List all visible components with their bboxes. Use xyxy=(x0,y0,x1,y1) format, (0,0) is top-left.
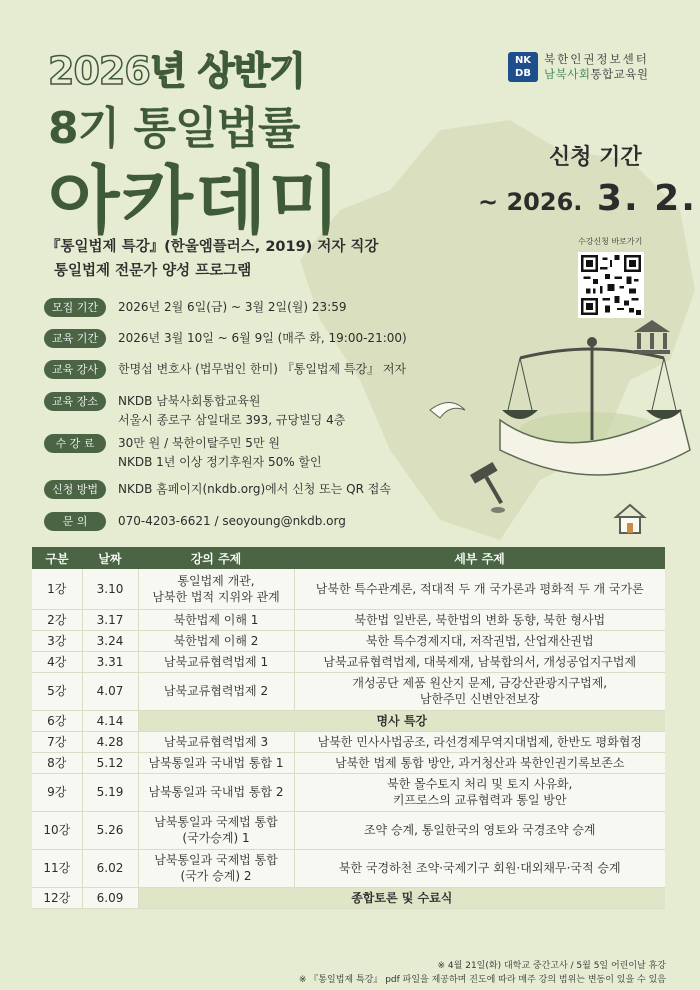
coin-icon xyxy=(491,507,505,513)
special-session-cell: 명사 특강 xyxy=(138,710,665,731)
detail-cell: 북한 특수경제지대, 저작권법, 산업재산권법 xyxy=(294,630,665,651)
detail-cell: 북한 몰수토지 처리 및 토지 사유화, 키프로스의 교류협력과 통일 방안 xyxy=(294,773,665,811)
topic-cell: 북한법제 이해 2 xyxy=(138,630,294,651)
schedule-row xyxy=(32,630,665,651)
house-icon xyxy=(616,505,644,533)
info-value-line: 2026년 3월 10일 ~ 6월 9일 (매주 화, 19:00-21:00) xyxy=(118,331,407,345)
schedule-row xyxy=(32,731,665,752)
topic-cell: 남북통일과 국제법 통합 (국가승계) 1 xyxy=(138,811,294,849)
special-session-cell: 종합토론 및 수료식 xyxy=(138,887,665,908)
date-cell: 3.10 xyxy=(82,569,138,609)
info-value xyxy=(118,392,345,430)
schedule-row xyxy=(32,569,665,609)
session-cell: 2강 xyxy=(32,609,82,630)
info-value-line: NKDB 1년 이상 정기후원자 50% 할인 xyxy=(118,455,322,469)
date-cell: 4.28 xyxy=(82,731,138,752)
info-row xyxy=(44,392,345,430)
dove-icon xyxy=(430,403,465,419)
session-cell: 6강 xyxy=(32,710,82,731)
schedule-row xyxy=(32,773,665,811)
logo-institute-name: 남북사회통합교육원 xyxy=(544,67,649,81)
header-topic: 강의 주제 xyxy=(138,547,294,569)
subtitle-program-line: 통일법제 전문가 양성 프로그램 xyxy=(54,263,252,279)
session-cell: 11강 xyxy=(32,849,82,887)
apply-deadline: ~ 2026. 3. 2. xyxy=(478,178,697,219)
qr-label: 수강신청 바로가기 xyxy=(578,237,643,246)
date-cell: 5.26 xyxy=(82,811,138,849)
info-row xyxy=(44,434,322,472)
schedule-row xyxy=(32,849,665,887)
info-value xyxy=(118,329,407,348)
info-label-pill: 문 의 xyxy=(44,512,106,531)
detail-cell: 남북한 특수관계론, 적대적 두 개 국가론과 평화적 두 개 국가론 xyxy=(294,569,665,609)
schedule-row xyxy=(32,651,665,672)
topic-cell: 남북교류협력법제 3 xyxy=(138,731,294,752)
schedule-row xyxy=(32,752,665,773)
date-cell: 3.17 xyxy=(82,609,138,630)
date-cell: 4.14 xyxy=(82,710,138,731)
nkdb-logo xyxy=(508,52,649,82)
schedule-header-row xyxy=(32,547,665,569)
subtitle-book-line: 『통일법제 특강』(한울엠플러스, 2019) 저자 직강 xyxy=(46,239,379,255)
topic-cell: 남북통일과 국내법 통합 1 xyxy=(138,752,294,773)
topic-cell: 통일법제 개관, 남북한 법적 지위와 관계 xyxy=(138,569,294,609)
session-cell: 3강 xyxy=(32,630,82,651)
info-row xyxy=(44,512,346,531)
info-value xyxy=(118,512,346,531)
detail-cell: 남북한 법제 통합 방안, 과거청산과 북한인권기록보존소 xyxy=(294,752,665,773)
session-cell: 7강 xyxy=(32,731,82,752)
info-value-line: 070-4203-6621 / seoyoung@nkdb.org xyxy=(118,514,346,528)
schedule-row xyxy=(32,811,665,849)
footnote-pdf-notice: ※ 『통일법제 특강』 pdf 파일을 제공하며 진도에 따라 매주 강의 범위는 변동이 있을 수 있음 xyxy=(298,975,666,985)
detail-cell: 북한 국경하천 조약·국제기구 회원·대외채무·국적 승계 xyxy=(294,849,665,887)
session-cell: 5강 xyxy=(32,672,82,710)
info-value-line: NKDB 남북사회통합교육원 xyxy=(118,394,261,408)
topic-cell: 남북통일과 국내법 통합 2 xyxy=(138,773,294,811)
topic-cell: 남북교류협력법제 2 xyxy=(138,672,294,710)
session-cell: 9강 xyxy=(32,773,82,811)
subtitle xyxy=(46,235,378,283)
topic-cell: 남북교류협력법제 1 xyxy=(138,651,294,672)
info-label-pill: 모집 기간 xyxy=(44,298,106,317)
session-cell: 4강 xyxy=(32,651,82,672)
detail-cell: 조약 승계, 통일한국의 영토와 국경조약 승계 xyxy=(294,811,665,849)
date-cell: 3.24 xyxy=(82,630,138,651)
info-row xyxy=(44,298,346,317)
topic-cell: 남북통일과 국제법 통합 (국가 승계) 2 xyxy=(138,849,294,887)
info-value-line: 30만 원 / 북한이탈주민 5만 원 xyxy=(118,436,280,450)
info-label-pill: 교육 기간 xyxy=(44,329,106,348)
info-row xyxy=(44,480,391,499)
detail-cell: 북한법 일반론, 북한법의 변화 동향, 북한 형사법 xyxy=(294,609,665,630)
date-cell: 4.07 xyxy=(82,672,138,710)
info-label-pill: 교육 강사 xyxy=(44,360,106,379)
session-cell: 10강 xyxy=(32,811,82,849)
date-cell: 5.19 xyxy=(82,773,138,811)
header-detail: 세부 주제 xyxy=(294,547,665,569)
session-cell: 8강 xyxy=(32,752,82,773)
header-session: 구분 xyxy=(32,547,82,569)
date-cell: 6.09 xyxy=(82,887,138,908)
title-program-line: 8기 통일법률 xyxy=(48,103,300,154)
header-date: 날짜 xyxy=(82,547,138,569)
info-value xyxy=(118,298,346,317)
topic-cell: 북한법제 이해 1 xyxy=(138,609,294,630)
footnote-holidays: ※ 4월 21일(화) 대학교 중간고사 / 5월 5일 어린이날 휴강 xyxy=(437,961,666,971)
info-label-pill: 교육 장소 xyxy=(44,392,106,411)
nkdb-logo-mark: NK DB xyxy=(508,52,538,82)
schedule-row xyxy=(32,672,665,710)
schedule-table xyxy=(32,547,665,909)
info-value-line: NKDB 홈페이지(nkdb.org)에서 신청 또는 QR 접속 xyxy=(118,482,391,496)
title-academy-line: 아카데미 xyxy=(48,158,342,244)
info-value xyxy=(118,480,391,499)
detail-cell: 개성공단 제품 원산지 문제, 금강산관광지구법제, 남한주민 신변안전보장 xyxy=(294,672,665,710)
date-cell: 6.02 xyxy=(82,849,138,887)
logo-org-name: 북한인권정보센터 xyxy=(544,52,649,66)
session-cell: 12강 xyxy=(32,887,82,908)
schedule-row xyxy=(32,710,665,731)
courthouse-icon xyxy=(634,320,670,354)
info-row xyxy=(44,360,406,379)
gavel-icon xyxy=(470,462,513,510)
info-row xyxy=(44,329,407,348)
schedule-row xyxy=(32,887,665,908)
detail-cell: 남북교류협력법제, 대북제재, 남북합의서, 개성공업지구법제 xyxy=(294,651,665,672)
info-value-line: 서울시 종로구 삼일대로 393, 규당빌딩 4층 xyxy=(118,413,346,427)
apply-period-label: 신청 기간 xyxy=(549,145,642,170)
title-year-line: 2026년 상반기 xyxy=(48,49,305,93)
date-cell: 3.31 xyxy=(82,651,138,672)
schedule-row xyxy=(32,609,665,630)
info-label-pill: 신청 방법 xyxy=(44,480,106,499)
date-cell: 5.12 xyxy=(82,752,138,773)
info-label-pill: 수 강 료 xyxy=(44,434,106,453)
info-value xyxy=(118,434,322,472)
scales-hand-illustration xyxy=(380,300,700,550)
info-value-line: 2026년 2월 6일(금) ~ 3월 2일(월) 23:59 xyxy=(118,300,347,314)
info-value xyxy=(118,360,406,379)
session-cell: 1강 xyxy=(32,569,82,609)
info-value-line: 한명섭 변호사 (법무법인 한미) 『통일법제 특강』 저자 xyxy=(118,362,407,376)
detail-cell: 남북한 민사사법공조, 라선경제무역지대법제, 한반도 평화협정 xyxy=(294,731,665,752)
